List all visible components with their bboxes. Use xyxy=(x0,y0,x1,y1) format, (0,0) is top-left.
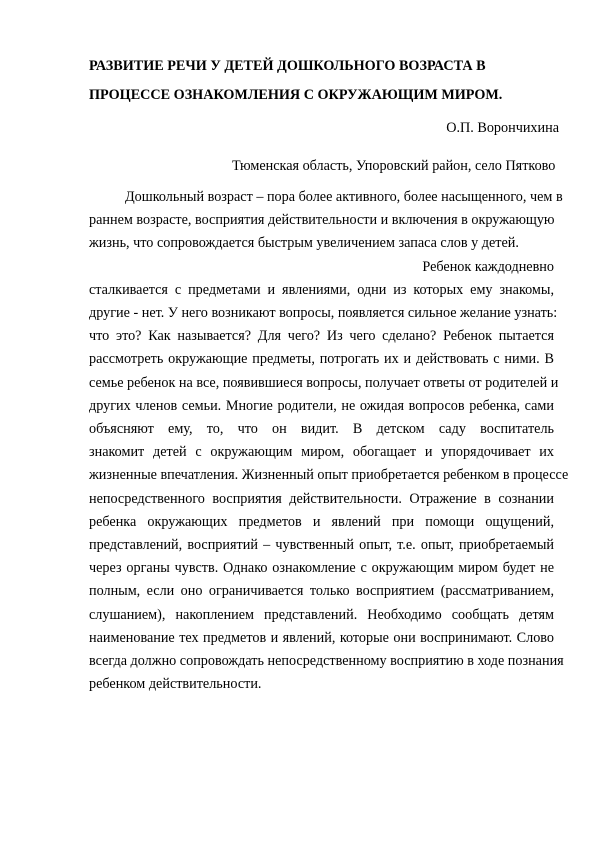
body-line: что это? Как называется? Для чего? Из чего сделано? Ребенок пытается xyxy=(89,328,554,345)
body-line: ребенка окружающих предметов и явлений при помощи ощущений, xyxy=(89,513,554,530)
author-name: О.П. Ворончихина xyxy=(446,120,559,136)
body-line: раннем возрасте, восприятия действительности и включения в окружающую xyxy=(89,212,555,229)
body-line: рассмотреть окружающие предметы, потрогать их и действовать с ними. В xyxy=(89,351,554,368)
body-line: других членов семьи. Многие родители, не ожидая вопросов ребенка, сами xyxy=(89,397,554,414)
body-line: полным, если оно ограничивается только восприятием (рассматриванием, xyxy=(89,583,554,600)
body-line: через органы чувств. Однако ознакомление с окружающим миром будет не xyxy=(89,560,554,577)
body-line: слушанием), накоплением представлений. Необходимо сообщать детям xyxy=(89,606,554,623)
title-line-1: РАЗВИТИЕ РЕЧИ У ДЕТЕЙ ДОШКОЛЬНОГО ВОЗРАСТА В xyxy=(89,58,486,74)
body-line: всегда должно сопровождать непосредственному восприятию в ходе познания xyxy=(89,653,564,670)
body-line: сталкивается с предметами и явлениями, одни из которых ему знакомы, xyxy=(89,281,554,298)
body-line: знакомит детей с окружающим миром, обогащает и упорядочивает их xyxy=(89,444,554,461)
body-line: жизненные впечатления. Жизненный опыт приобретается ребенком в процессе xyxy=(89,467,569,484)
title-line-2: ПРОЦЕССЕ ОЗНАКОМЛЕНИЯ С ОКРУЖАЮЩИМ МИРОМ. xyxy=(89,87,503,103)
body-line: Дошкольный возраст – пора более активного, более насыщенного, чем в xyxy=(125,189,563,205)
body-line: объясняют ему, то, что он видит. В детском саду воспитатель xyxy=(89,421,554,438)
body-line: ребенком действительности. xyxy=(89,676,262,693)
body-line: семье ребенок на все, появившиеся вопросы, получает ответы от родителей и xyxy=(89,374,559,391)
body-line: другие - нет. У него возникают вопросы, появляется сильное желание узнать: xyxy=(89,305,558,322)
body-line: наименование тех предметов и явлений, которые они воспринимают. Слово xyxy=(89,629,554,646)
body-line: Ребенок каждодневно xyxy=(422,258,554,275)
body-line: представлений, восприятий – чувственный опыт, т.е. опыт, приобретаемый xyxy=(89,537,554,554)
author-location: Тюменская область, Упоровский район, село Пятково xyxy=(232,158,556,174)
body-line: непосредственного восприятия действительности. Отражение в сознании xyxy=(89,490,554,507)
document-title xyxy=(89,52,559,110)
body-line: жизнь, что сопровождается быстрым увеличением запаса слов у детей. xyxy=(89,235,519,252)
article-body xyxy=(89,186,569,696)
